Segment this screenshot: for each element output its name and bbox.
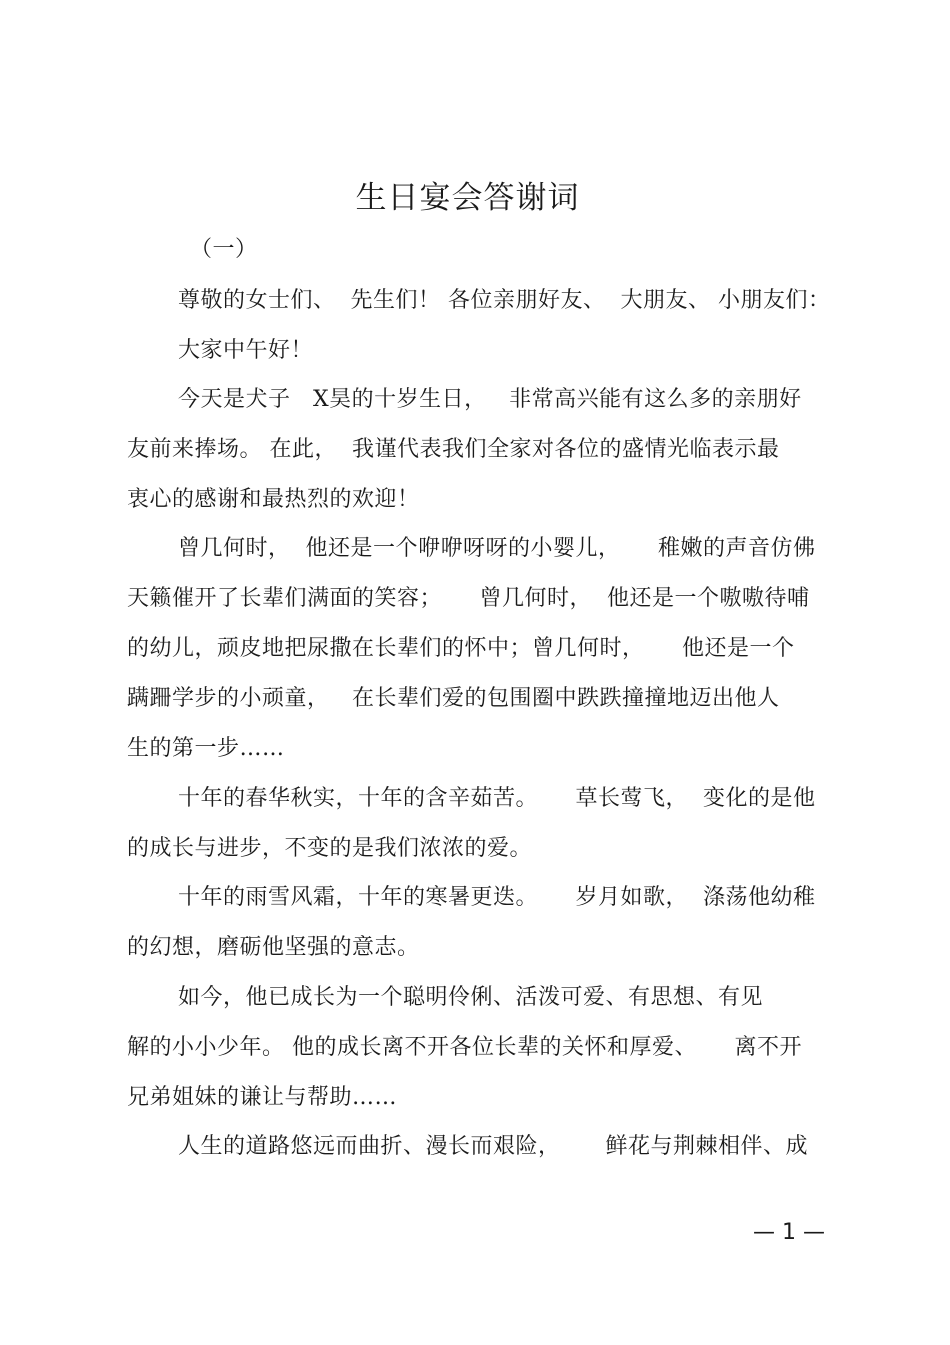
body-line: 十年的雨雪风霜，十年的寒暑更迭。 岁月如歌， 涤荡他幼稚 — [178, 885, 816, 910]
body-line: 大家中午好！ — [178, 338, 314, 363]
body-line: 天籁催开了长辈们满面的笑容； 曾几何时， 他还是一个嗷嗷待哺 — [127, 586, 810, 611]
body-line: 生的第一步…… — [127, 736, 285, 761]
section-label: （一） — [190, 237, 258, 262]
body-line: 十年的春华秋实，十年的含辛茹苦。 草长莺飞， 变化的是他 — [178, 786, 816, 811]
body-line: 人生的道路悠远而曲折、漫长而艰险， 鲜花与荆棘相伴、成 — [178, 1134, 808, 1159]
page-number: — 1 — — [753, 1220, 825, 1245]
body-line: 的幼儿，顽皮地把尿撒在长辈们的怀中；曾几何时， 他还是一个 — [127, 636, 795, 661]
body-line: 如今，他已成长为一个聪明伶俐、活泼可爱、有思想、有见 — [178, 985, 764, 1010]
body-line: 衷心的感谢和最热烈的欢迎！ — [127, 487, 420, 512]
body-line: 今天是犬子 X昊的十岁生日， 非常高兴能有这么多的亲朋好 — [178, 387, 802, 412]
body-line: 蹒跚学步的小顽童， 在长辈们爱的包围圈中跌跌撞撞地迈出他人 — [127, 686, 780, 711]
body-line: 友前来捧场。 在此， 我谨代表我们全家对各位的盛情光临表示最 — [127, 437, 780, 462]
body-line: 解的小小少年。 他的成长离不开各位长辈的关怀和厚爱、 离不开 — [127, 1035, 802, 1060]
body-line: 的成长与进步，不变的是我们浓浓的爱。 — [127, 836, 533, 861]
body-line: 曾几何时， 他还是一个咿咿呀呀的小婴儿， 稚嫩的声音仿佛 — [178, 536, 816, 561]
body-line: 兄弟姐妹的谦让与帮助…… — [127, 1085, 398, 1110]
document-title: 生日宴会答谢词 — [355, 180, 580, 216]
body-line: 尊敬的女士们、 先生们！ 各位亲朋好友、 大朋友、 小朋友们： — [178, 288, 831, 313]
body-line: 的幻想，磨砺他坚强的意志。 — [127, 935, 420, 960]
